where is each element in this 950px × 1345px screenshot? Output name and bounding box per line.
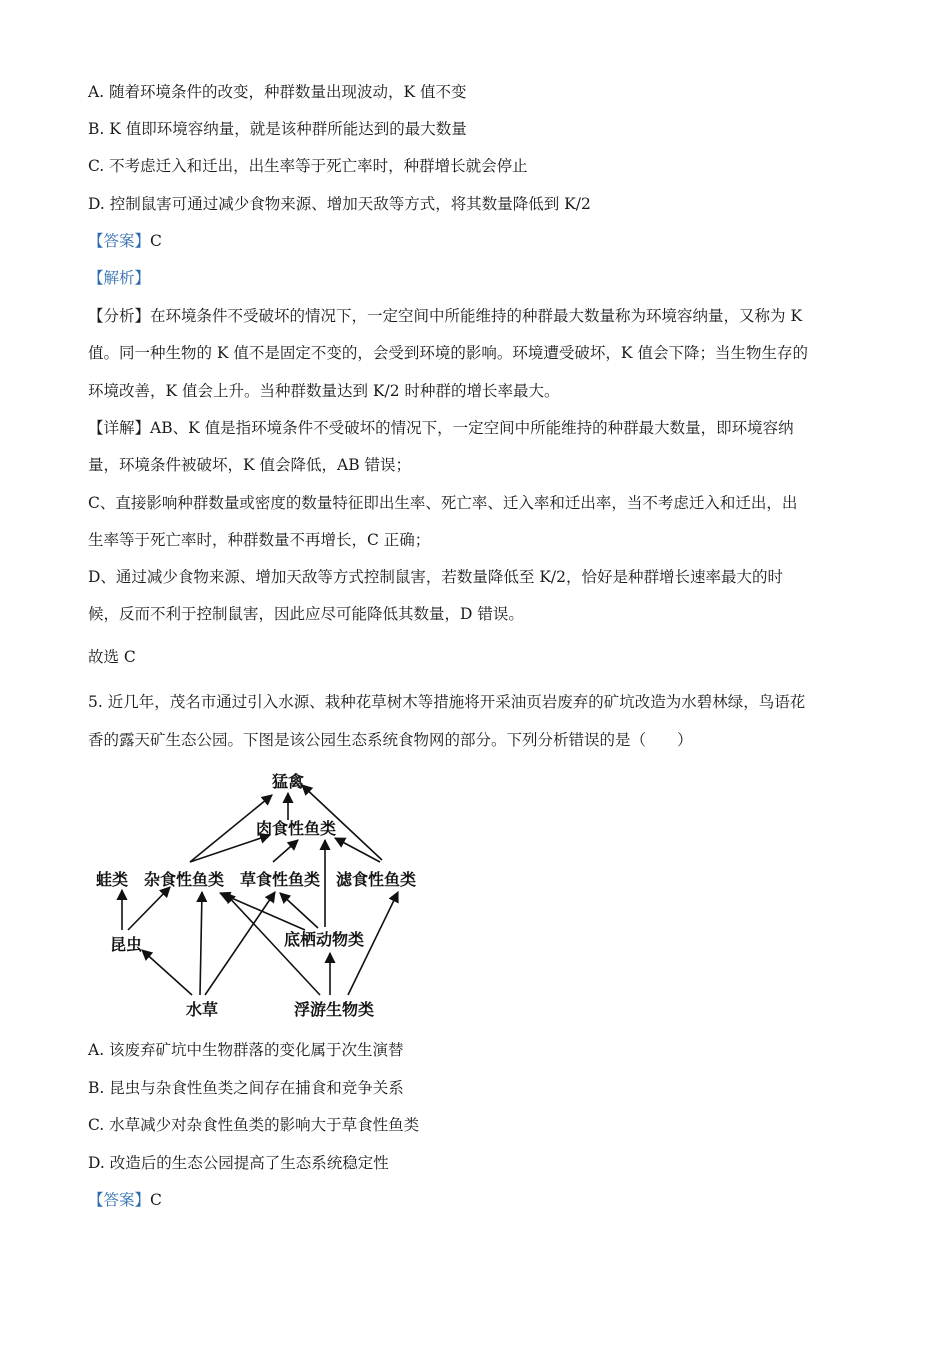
node-herbivorous-fish: 草食性鱼类 bbox=[239, 870, 321, 889]
q4-detail-line3: C、直接影响种群数量或密度的数量特征即出生率、死亡率、迁入率和迁出率，当不考虑迁入和迁出，出 bbox=[88, 494, 798, 512]
arrow-waterweed-to-insect bbox=[142, 950, 192, 995]
q4-detail-line1: 【详解】AB、K 值是指环境条件不受破坏的情况下，一定空间中所能维持的种群最大数量，即环境容纳 bbox=[88, 419, 794, 437]
q4-option-a: A. 随着环境条件的改变，种群数量出现波动，K 值不变 bbox=[88, 83, 467, 101]
node-filter-fish: 滤食性鱼类 bbox=[335, 870, 417, 889]
detail-tag: 【详解】 bbox=[88, 419, 151, 437]
q4-answer bbox=[88, 231, 162, 251]
q4-explain-tag: 【解析】 bbox=[88, 269, 151, 287]
q4-analysis-line1: 【分析】在环境条件不受破坏的情况下，一定空间中所能维持的种群最大数量称为环境容纳量，又称为 K bbox=[88, 307, 803, 325]
food-web-arrows bbox=[122, 785, 398, 995]
q5-stem-line2: 香的露天矿生态公园。下图是该公园生态系统食物网的部分。下列分析错误的是（ ） bbox=[88, 731, 693, 749]
node-waterweed: 水草 bbox=[185, 1000, 219, 1019]
arrow-waterweed-to-herbivore bbox=[205, 892, 275, 995]
q4-option-d: D. 控制鼠害可通过减少食物来源、增加天敌等方式，将其数量降低到 K/2 bbox=[88, 195, 591, 213]
node-omnivorous-fish: 杂食性鱼类 bbox=[143, 870, 225, 889]
arrow-omnivore-to-carnivore bbox=[190, 835, 270, 862]
answer-tag: 【答案】 bbox=[88, 232, 151, 250]
q5-option-b: B. 昆虫与杂食性鱼类之间存在捕食和竞争关系 bbox=[88, 1079, 404, 1097]
q4-option-b: B. K 值即环境容纳量，就是该种群所能达到的最大数量 bbox=[88, 120, 467, 138]
arrow-insect-to-omnivore bbox=[128, 887, 170, 930]
node-plankton: 浮游生物类 bbox=[293, 1000, 375, 1019]
analysis-tag: 【分析】 bbox=[88, 307, 151, 325]
node-benthic: 底栖动物类 bbox=[283, 930, 365, 949]
answer-value: C bbox=[150, 1191, 162, 1209]
q4-analysis-line3: 环境改善，K 值会上升。当种群数量达到 K/2 时种群的增长率最大。 bbox=[88, 382, 560, 400]
q5-stem-line1: 5. 近几年，茂名市通过引入水源、栽种花草树木等措施将开采油页岩废弃的矿坑改造为水碧林绿，鸟语花 bbox=[88, 693, 806, 711]
node-carnivorous-fish: 肉食性鱼类 bbox=[255, 819, 337, 838]
arrow-filter-to-carnivore bbox=[335, 838, 380, 862]
arrow-waterweed-to-omnivore bbox=[200, 892, 202, 995]
q4-detail-line4: 生率等于死亡率时，种群数量不再增长，C 正确； bbox=[88, 531, 431, 549]
q4-detail-line5: D、通过减少食物来源、增加天敌等方式控制鼠害，若数量降低至 K/2，恰好是种群增长速率最大的时 bbox=[88, 568, 784, 586]
q5-option-d: D. 改造后的生态公园提高了生态系统稳定性 bbox=[88, 1154, 389, 1172]
q4-analysis-line2: 值。同一种生物的 K 值不是固定不变的，会受到环境的影响。环境遭受破坏，K 值会下降；当生物生存的 bbox=[88, 344, 808, 362]
answer-value: C bbox=[150, 232, 162, 250]
q4-detail-line2: 量，环境条件被破坏，K 值会降低，AB 错误； bbox=[88, 456, 412, 474]
node-insect: 昆虫 bbox=[109, 935, 143, 954]
q5-option-c: C. 水草减少对杂食性鱼类的影响大于草食性鱼类 bbox=[88, 1116, 420, 1134]
q4-detail-line6: 候，反而不利于控制鼠害，因此应尽可能降低其数量，D 错误。 bbox=[88, 605, 524, 623]
q5-option-a: A. 该废弃矿坑中生物群落的变化属于次生演替 bbox=[88, 1041, 404, 1059]
arrow-benthic-to-herbivore bbox=[280, 893, 318, 928]
node-raptor: 猛禽 bbox=[271, 772, 305, 791]
q4-conclusion: 故选 C bbox=[88, 648, 136, 666]
answer-tag: 【答案】 bbox=[88, 1191, 151, 1209]
arrow-benthic-to-omnivore bbox=[220, 893, 305, 930]
node-frog: 蛙类 bbox=[95, 870, 129, 889]
q5-answer bbox=[88, 1190, 162, 1210]
food-web-diagram bbox=[90, 765, 430, 1025]
arrow-herbivore-to-carnivore bbox=[273, 840, 298, 862]
q4-option-c: C. 不考虑迁入和迁出，出生率等于死亡率时，种群增长就会停止 bbox=[88, 157, 528, 175]
